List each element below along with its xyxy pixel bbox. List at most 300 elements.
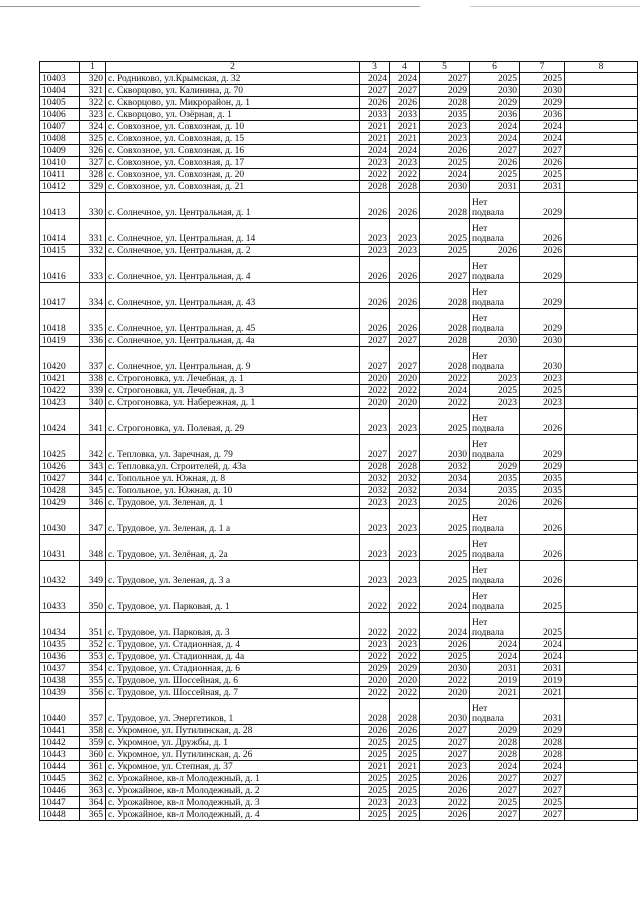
row-id-cell: 10445: [40, 773, 80, 785]
year-col-5-cell: 2024: [420, 587, 470, 613]
year-col-6-cell: 2024: [470, 651, 520, 663]
year-col-3-cell: 2022: [360, 613, 390, 639]
table-row: [40, 145, 638, 157]
table-row: [40, 435, 638, 461]
year-col-5-cell: 2030: [420, 181, 470, 193]
table-row: [40, 169, 638, 181]
item-number-cell: 358: [80, 725, 106, 737]
table-row: [40, 121, 638, 133]
year-col-5-cell: 2025: [420, 157, 470, 169]
no-basement-line2: подвала: [472, 424, 505, 434]
year-col-5-cell: 2027: [420, 749, 470, 761]
year-col-6-cell: 2027: [470, 785, 520, 797]
table-row: [40, 219, 638, 245]
address-cell: с. Солнечное, ул. Центральная, д. 43: [106, 283, 360, 309]
year-col-4-cell: 2020: [390, 373, 420, 385]
table-row: [40, 157, 638, 169]
address-cell: с. Совхозное, ул. Совхозная, д. 17: [106, 157, 360, 169]
row-id-cell: 10447: [40, 797, 80, 809]
year-col-4-cell: 2022: [390, 169, 420, 181]
year-col-6-cell: 2021: [470, 687, 520, 699]
year-col-3-cell: 2026: [360, 97, 390, 109]
year-col-6-cell: [470, 219, 520, 245]
year-col-6-cell: [470, 409, 520, 435]
row-id-cell: 10425: [40, 435, 80, 461]
year-col-6-cell: 2023: [470, 373, 520, 385]
year-col-7-cell: 2024: [520, 133, 565, 145]
year-col-6-cell: 2027: [470, 809, 520, 821]
year-col-5-cell: 2022: [420, 397, 470, 409]
col-8-cell: [565, 773, 638, 785]
item-number-cell: 321: [80, 85, 106, 97]
col-8-cell: [565, 109, 638, 121]
address-cell: с. Трудовое, ул. Зеленая, д. 1 а: [106, 509, 360, 535]
address-cell: с. Совхозное, ул. Совхозная, д. 16: [106, 145, 360, 157]
year-col-7-cell: 2026: [520, 409, 565, 435]
year-col-4-cell: 2025: [390, 785, 420, 797]
address-cell: с. Урожайное, кв-л Молодежный, д. 3: [106, 797, 360, 809]
address-cell: с. Скворцово, ул. Микрорайон, д. 1: [106, 97, 360, 109]
address-cell: с. Солнечное, ул. Центральная, д. 4: [106, 257, 360, 283]
year-col-4-cell: 2023: [390, 219, 420, 245]
year-col-5-cell: 2025: [420, 651, 470, 663]
year-col-7-cell: 2025: [520, 385, 565, 397]
year-col-5-cell: 2025: [420, 509, 470, 535]
no-basement-line2: подвала: [472, 234, 505, 244]
address-cell: с. Скворцово, ул. Калинина, д. 70: [106, 85, 360, 97]
no-basement-line2: подвала: [472, 272, 505, 282]
year-col-7-cell: 2024: [520, 651, 565, 663]
table-row: [40, 737, 638, 749]
no-basement-line2: подвала: [472, 550, 505, 560]
table-row: [40, 687, 638, 699]
item-number-cell: 341: [80, 409, 106, 435]
col-8-cell: [565, 309, 638, 335]
col-8-cell: [565, 725, 638, 737]
row-id-cell: 10437: [40, 663, 80, 675]
address-cell: с. Тепловка,ул. Строителей, д. 43а: [106, 461, 360, 473]
year-col-4-cell: 2023: [390, 535, 420, 561]
col-8-cell: [565, 283, 638, 309]
year-col-5-cell: 2026: [420, 773, 470, 785]
col-8-cell: [565, 785, 638, 797]
year-col-3-cell: 2021: [360, 761, 390, 773]
address-cell: с. Урожайное, кв-л Молодежный, д. 4: [106, 809, 360, 821]
year-col-7-cell: 2030: [520, 347, 565, 373]
year-col-3-cell: 2027: [360, 335, 390, 347]
year-col-6-cell: 2024: [470, 121, 520, 133]
year-col-4-cell: 2026: [390, 97, 420, 109]
year-col-6-cell: 2035: [470, 485, 520, 497]
table-row: [40, 181, 638, 193]
no-basement-line2: подвала: [472, 714, 505, 724]
item-number-cell: 353: [80, 651, 106, 663]
item-number-cell: 357: [80, 699, 106, 725]
item-number-cell: 345: [80, 485, 106, 497]
header-cell-1: 1: [80, 62, 106, 73]
year-col-5-cell: 2027: [420, 725, 470, 737]
year-col-5-cell: 2022: [420, 373, 470, 385]
row-id-cell: 10406: [40, 109, 80, 121]
year-col-3-cell: 2027: [360, 85, 390, 97]
address-cell: с. Строгоновка, ул. Набережная, д. 1: [106, 397, 360, 409]
no-basement-line2: подвала: [472, 576, 505, 586]
address-cell: с. Укромное, ул. Путилинская, д. 26: [106, 749, 360, 761]
year-col-7-cell: 2025: [520, 587, 565, 613]
year-col-4-cell: 2025: [390, 749, 420, 761]
year-col-7-cell: 2031: [520, 699, 565, 725]
address-cell: с. Тепловка, ул. Заречная, д. 79: [106, 435, 360, 461]
year-col-7-cell: 2029: [520, 435, 565, 461]
year-col-3-cell: 2022: [360, 651, 390, 663]
year-col-7-cell: 2027: [520, 785, 565, 797]
year-col-3-cell: 2023: [360, 639, 390, 651]
year-col-3-cell: 2021: [360, 121, 390, 133]
year-col-4-cell: 2028: [390, 699, 420, 725]
year-col-5-cell: 2025: [420, 535, 470, 561]
year-col-3-cell: 2025: [360, 773, 390, 785]
col-8-cell: [565, 219, 638, 245]
table-row: [40, 133, 638, 145]
no-basement-line1: Нет: [472, 198, 488, 208]
address-cell: с. Трудовое, ул. Стадионная, д. 4: [106, 639, 360, 651]
row-id-cell: 10422: [40, 385, 80, 397]
year-col-6-cell: 2025: [470, 797, 520, 809]
row-id-cell: 10433: [40, 587, 80, 613]
address-cell: с. Укромное, ул. Путилинская, д. 28: [106, 725, 360, 737]
year-col-5-cell: 2027: [420, 73, 470, 85]
item-number-cell: 364: [80, 797, 106, 809]
item-number-cell: 347: [80, 509, 106, 535]
row-id-cell: 10404: [40, 85, 80, 97]
address-cell: с. Трудовое, ул. Зелёная, д. 2а: [106, 535, 360, 561]
year-col-3-cell: 2029: [360, 663, 390, 675]
year-col-4-cell: 2024: [390, 145, 420, 157]
header-cell-0: [40, 62, 80, 73]
year-col-6-cell: 2026: [470, 497, 520, 509]
year-col-4-cell: 2026: [390, 309, 420, 335]
year-col-6-cell: 2031: [470, 663, 520, 675]
col-8-cell: [565, 435, 638, 461]
year-col-4-cell: 2023: [390, 509, 420, 535]
col-8-cell: [565, 587, 638, 613]
year-col-3-cell: 2028: [360, 699, 390, 725]
year-col-4-cell: 2023: [390, 561, 420, 587]
year-col-5-cell: 2028: [420, 335, 470, 347]
table-row: [40, 461, 638, 473]
row-id-cell: 10444: [40, 761, 80, 773]
year-col-7-cell: 2027: [520, 773, 565, 785]
year-col-6-cell: [470, 435, 520, 461]
year-col-7-cell: 2035: [520, 473, 565, 485]
year-col-7-cell: 2025: [520, 613, 565, 639]
table-row: [40, 73, 638, 85]
year-col-7-cell: 2031: [520, 181, 565, 193]
address-cell: с. Скворцово, ул. Озёрная, д. 1: [106, 109, 360, 121]
year-col-4-cell: 2025: [390, 737, 420, 749]
table-row: [40, 193, 638, 219]
row-id-cell: 10441: [40, 725, 80, 737]
row-id-cell: 10443: [40, 749, 80, 761]
year-col-6-cell: [470, 193, 520, 219]
table-row: [40, 587, 638, 613]
item-number-cell: 337: [80, 347, 106, 373]
year-col-6-cell: [470, 309, 520, 335]
row-id-cell: 10427: [40, 473, 80, 485]
year-col-3-cell: 2023: [360, 157, 390, 169]
year-col-5-cell: 2027: [420, 257, 470, 283]
year-col-4-cell: 2023: [390, 245, 420, 257]
col-8-cell: [565, 761, 638, 773]
year-col-6-cell: 2028: [470, 749, 520, 761]
year-col-3-cell: 2028: [360, 461, 390, 473]
year-col-5-cell: 2026: [420, 785, 470, 797]
year-col-3-cell: 2023: [360, 409, 390, 435]
year-col-7-cell: 2024: [520, 639, 565, 651]
item-number-cell: 359: [80, 737, 106, 749]
year-col-5-cell: 2023: [420, 121, 470, 133]
year-col-6-cell: 2023: [470, 397, 520, 409]
row-id-cell: 10407: [40, 121, 80, 133]
col-8-cell: [565, 73, 638, 85]
table-row: [40, 373, 638, 385]
item-number-cell: 324: [80, 121, 106, 133]
no-basement-line1: Нет: [472, 540, 488, 550]
no-basement-line1: Нет: [472, 288, 488, 298]
year-col-6-cell: 2027: [470, 145, 520, 157]
col-8-cell: [565, 121, 638, 133]
table-row: [40, 473, 638, 485]
col-8-cell: [565, 373, 638, 385]
item-number-cell: 320: [80, 73, 106, 85]
table-body: [40, 62, 638, 821]
year-col-4-cell: 2023: [390, 497, 420, 509]
address-cell: с. Трудовое, ул. Стадионная, д. 6: [106, 663, 360, 675]
row-id-cell: 10424: [40, 409, 80, 435]
year-col-5-cell: 2023: [420, 133, 470, 145]
year-col-3-cell: 2023: [360, 535, 390, 561]
year-col-5-cell: 2024: [420, 169, 470, 181]
year-col-4-cell: 2023: [390, 639, 420, 651]
row-id-cell: 10412: [40, 181, 80, 193]
year-col-5-cell: 2022: [420, 675, 470, 687]
table-row: [40, 309, 638, 335]
col-8-cell: [565, 409, 638, 435]
year-col-4-cell: 2021: [390, 133, 420, 145]
col-8-cell: [565, 473, 638, 485]
col-8-cell: [565, 145, 638, 157]
year-col-7-cell: 2021: [520, 687, 565, 699]
row-id-cell: 10413: [40, 193, 80, 219]
year-col-6-cell: 2024: [470, 133, 520, 145]
year-col-6-cell: [470, 561, 520, 587]
address-cell: с. Урожайное, кв-л Молодежный, д. 1: [106, 773, 360, 785]
year-col-5-cell: 2025: [420, 219, 470, 245]
year-col-5-cell: 2026: [420, 809, 470, 821]
table-row: [40, 485, 638, 497]
year-col-4-cell: 2032: [390, 473, 420, 485]
year-col-5-cell: 2025: [420, 561, 470, 587]
table-row: [40, 725, 638, 737]
year-col-5-cell: 2027: [420, 737, 470, 749]
year-col-4-cell: 2029: [390, 663, 420, 675]
col-8-cell: [565, 737, 638, 749]
year-col-6-cell: 2036: [470, 109, 520, 121]
address-cell: с. Строгоновка, ул. Лечебная, д. 3: [106, 385, 360, 397]
year-col-6-cell: [470, 509, 520, 535]
year-col-7-cell: 2026: [520, 509, 565, 535]
no-basement-line1: Нет: [472, 224, 488, 234]
no-basement-line1: Нет: [472, 440, 488, 450]
address-cell: с. Строгоновка, ул. Лечебная, д. 1: [106, 373, 360, 385]
row-id-cell: 10428: [40, 485, 80, 497]
address-cell: с. Трудовое, ул. Парковая, д. 3: [106, 613, 360, 639]
row-id-cell: 10442: [40, 737, 80, 749]
year-col-7-cell: 2026: [520, 245, 565, 257]
row-id-cell: 10438: [40, 675, 80, 687]
no-basement-line2: подвала: [472, 450, 505, 460]
item-number-cell: 328: [80, 169, 106, 181]
item-number-cell: 332: [80, 245, 106, 257]
item-number-cell: 362: [80, 773, 106, 785]
col-8-cell: [565, 639, 638, 651]
table-row: [40, 749, 638, 761]
header-cell-4: 4: [390, 62, 420, 73]
year-col-7-cell: 2029: [520, 257, 565, 283]
year-col-7-cell: 2025: [520, 797, 565, 809]
year-col-6-cell: 2028: [470, 737, 520, 749]
item-number-cell: 333: [80, 257, 106, 283]
row-id-cell: 10418: [40, 309, 80, 335]
year-col-3-cell: 2022: [360, 169, 390, 181]
year-col-6-cell: 2019: [470, 675, 520, 687]
table-row: [40, 347, 638, 373]
year-col-6-cell: 2029: [470, 97, 520, 109]
row-id-cell: 10440: [40, 699, 80, 725]
col-8-cell: [565, 257, 638, 283]
year-col-4-cell: 2021: [390, 761, 420, 773]
row-id-cell: 10410: [40, 157, 80, 169]
col-8-cell: [565, 385, 638, 397]
address-cell: с. Солнечное, ул. Центральная, д. 4а: [106, 335, 360, 347]
col-8-cell: [565, 561, 638, 587]
address-cell: с. Солнечное, ул. Центральная, д. 2: [106, 245, 360, 257]
col-8-cell: [565, 699, 638, 725]
year-col-4-cell: 2021: [390, 121, 420, 133]
year-col-6-cell: 2031: [470, 181, 520, 193]
table-row: [40, 409, 638, 435]
year-col-5-cell: 2032: [420, 461, 470, 473]
year-col-4-cell: 2024: [390, 73, 420, 85]
year-col-4-cell: 2020: [390, 675, 420, 687]
col-8-cell: [565, 485, 638, 497]
col-8-cell: [565, 169, 638, 181]
year-col-7-cell: 2027: [520, 145, 565, 157]
table-row: [40, 809, 638, 821]
year-col-6-cell: 2030: [470, 85, 520, 97]
year-col-3-cell: 2023: [360, 245, 390, 257]
item-number-cell: 336: [80, 335, 106, 347]
no-basement-line2: подвала: [472, 628, 505, 638]
year-col-3-cell: 2021: [360, 133, 390, 145]
item-number-cell: 344: [80, 473, 106, 485]
year-col-3-cell: 2028: [360, 181, 390, 193]
col-8-cell: [565, 397, 638, 409]
row-id-cell: 10411: [40, 169, 80, 181]
no-basement-line1: Нет: [472, 514, 488, 524]
year-col-3-cell: 2023: [360, 509, 390, 535]
address-cell: с. Трудовое, ул. Шоссейная, д. 6: [106, 675, 360, 687]
year-col-4-cell: 2025: [390, 809, 420, 821]
year-col-3-cell: 2025: [360, 809, 390, 821]
table-row: [40, 85, 638, 97]
table-row: [40, 613, 638, 639]
year-col-7-cell: 2028: [520, 737, 565, 749]
year-col-6-cell: 2025: [470, 385, 520, 397]
item-number-cell: 343: [80, 461, 106, 473]
table-row: [40, 535, 638, 561]
address-cell: с. Совхозное, ул. Совхозная, д. 10: [106, 121, 360, 133]
no-basement-line2: подвала: [472, 324, 505, 334]
year-col-4-cell: 2026: [390, 725, 420, 737]
no-basement-line1: Нет: [472, 566, 488, 576]
year-col-7-cell: 2029: [520, 461, 565, 473]
year-col-7-cell: 2026: [520, 157, 565, 169]
item-number-cell: 349: [80, 561, 106, 587]
address-cell: с. Солнечное, ул. Центральная, д. 45: [106, 309, 360, 335]
table-row: [40, 509, 638, 535]
address-cell: с. Родниково, ул.Крымская, д. 32: [106, 73, 360, 85]
year-col-4-cell: 2028: [390, 461, 420, 473]
item-number-cell: 351: [80, 613, 106, 639]
year-col-5-cell: 2028: [420, 347, 470, 373]
year-col-3-cell: 2026: [360, 283, 390, 309]
year-col-6-cell: 2035: [470, 473, 520, 485]
table-row: [40, 245, 638, 257]
year-col-6-cell: 2027: [470, 773, 520, 785]
item-number-cell: 322: [80, 97, 106, 109]
year-col-3-cell: 2027: [360, 347, 390, 373]
item-number-cell: 335: [80, 309, 106, 335]
no-basement-line1: Нет: [472, 618, 488, 628]
table-row: [40, 109, 638, 121]
year-col-5-cell: 2025: [420, 245, 470, 257]
year-col-3-cell: 2027: [360, 435, 390, 461]
year-col-4-cell: 2027: [390, 435, 420, 461]
row-id-cell: 10423: [40, 397, 80, 409]
col-8-cell: [565, 663, 638, 675]
year-col-3-cell: 2020: [360, 397, 390, 409]
year-col-3-cell: 2025: [360, 785, 390, 797]
register-table: [39, 61, 638, 821]
year-col-4-cell: 2022: [390, 613, 420, 639]
year-col-3-cell: 2022: [360, 687, 390, 699]
item-number-cell: 363: [80, 785, 106, 797]
item-number-cell: 342: [80, 435, 106, 461]
year-col-7-cell: 2024: [520, 761, 565, 773]
col-8-cell: [565, 461, 638, 473]
top-rule-faint: [470, 6, 640, 7]
col-8-cell: [565, 651, 638, 663]
table-row: [40, 497, 638, 509]
address-cell: с. Солнечное, ул. Центральная, д. 14: [106, 219, 360, 245]
year-col-6-cell: [470, 613, 520, 639]
year-col-7-cell: 2019: [520, 675, 565, 687]
year-col-7-cell: 2035: [520, 485, 565, 497]
item-number-cell: 340: [80, 397, 106, 409]
year-col-7-cell: 2025: [520, 73, 565, 85]
address-cell: с. Совхозное, ул. Совхозная, д. 20: [106, 169, 360, 181]
